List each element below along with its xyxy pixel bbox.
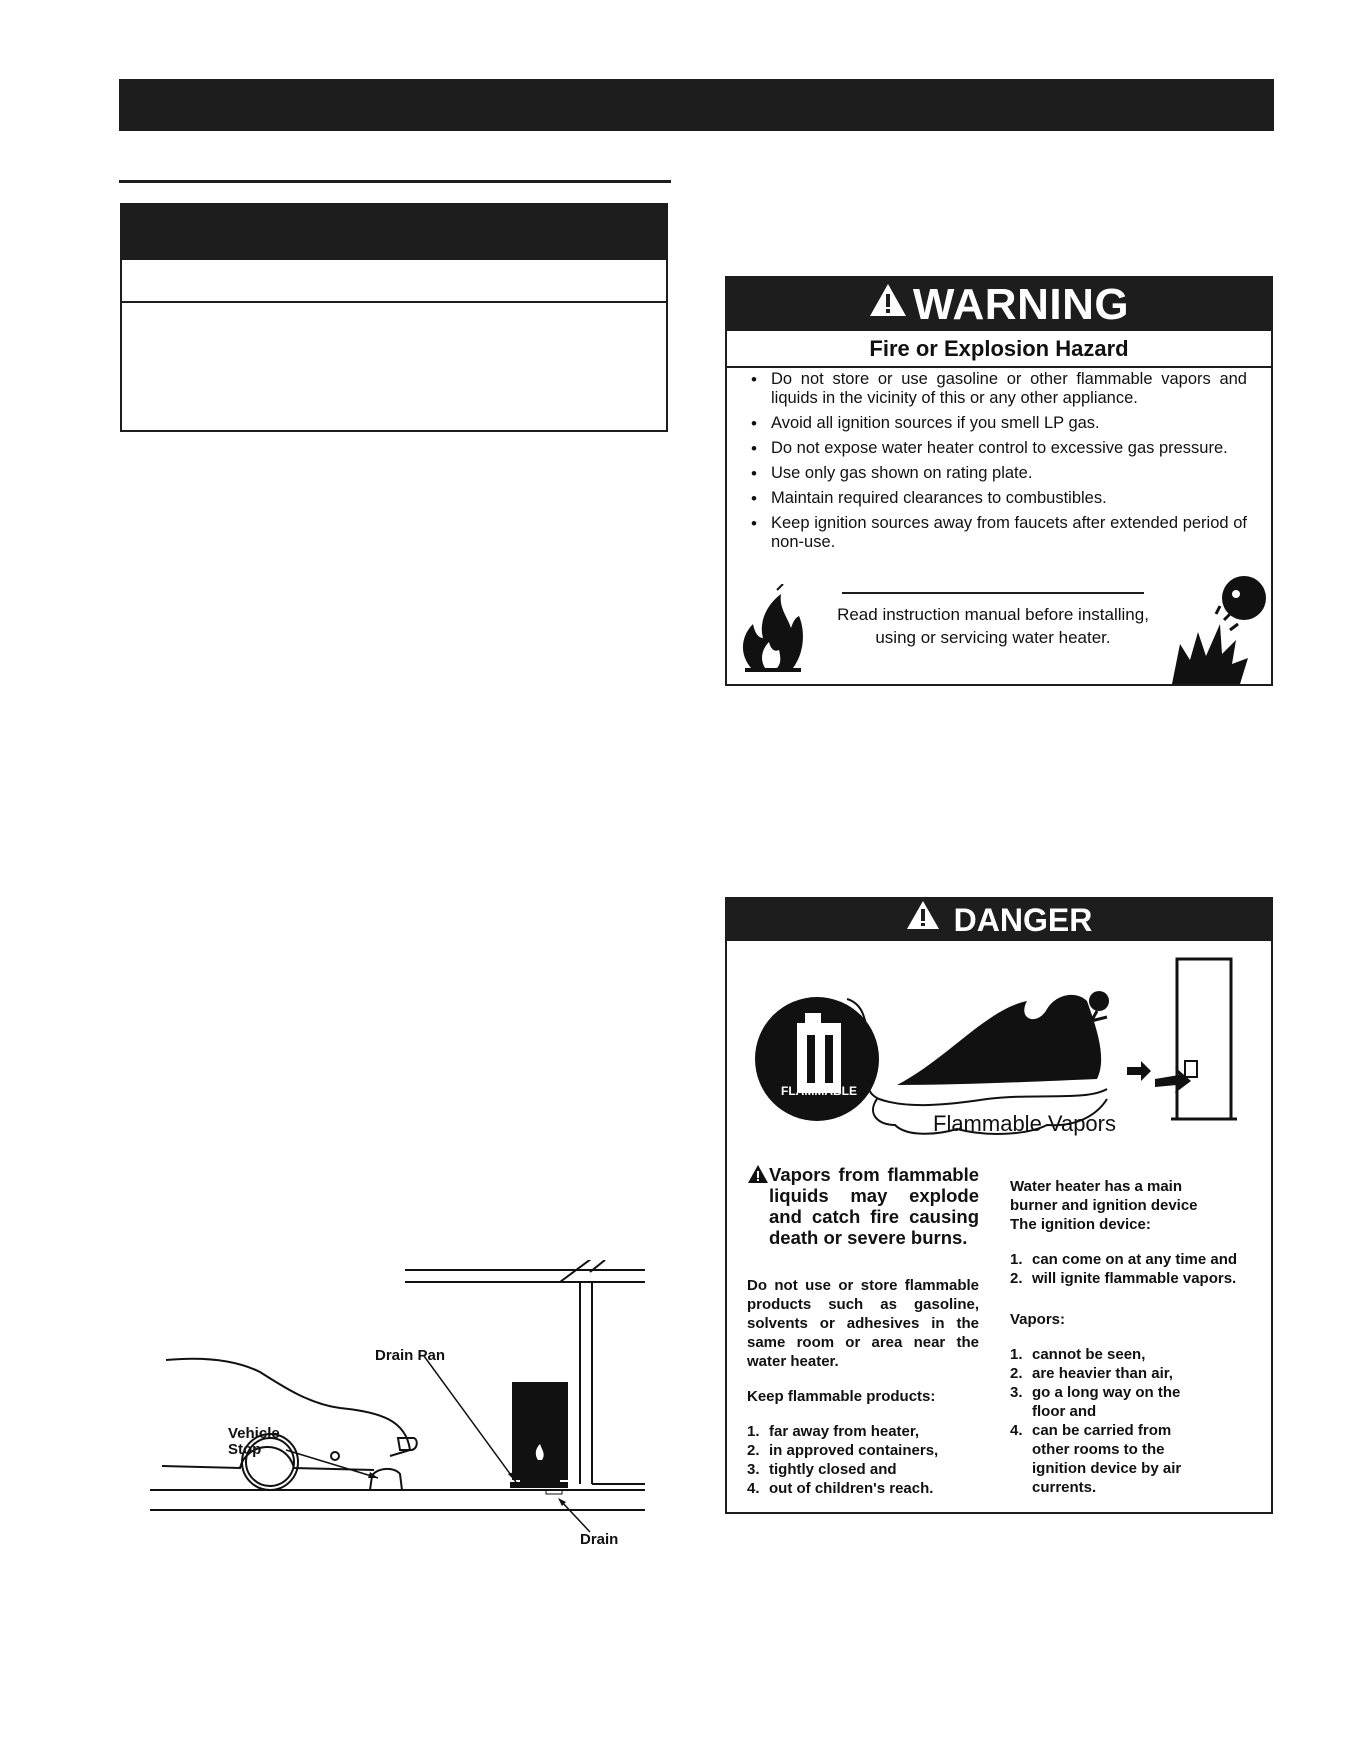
keep-list (747, 1422, 979, 1498)
small-warning-triangle-icon (747, 1164, 769, 1184)
vehicle-stop-label: Vehicle Stop (228, 1425, 280, 1458)
warning-list (747, 370, 1247, 558)
notice-box (120, 203, 668, 432)
warning-item: • Maintain required clearances to combustibles. (747, 489, 1247, 508)
list-item: 1. can come on at any time and (1010, 1251, 1238, 1268)
keep-heading: Keep flammable products: (747, 1388, 936, 1405)
list-item: 3. tightly closed and (747, 1461, 897, 1478)
danger-right-column (1010, 1177, 1268, 1497)
notice-box-header (122, 205, 666, 260)
ignition-list (1010, 1250, 1268, 1288)
warning-box (725, 276, 1273, 686)
drain-label: Drain (580, 1531, 619, 1548)
warning-divider (842, 592, 1144, 594)
warning-title: WARNING (912, 280, 1130, 329)
list-item: 1. far away from heater, (747, 1423, 920, 1440)
section-rule (119, 180, 671, 183)
danger-left-column (747, 1164, 979, 1498)
list-item: 4. can be carried from other rooms to the ignition device by air currents. (1010, 1422, 1182, 1496)
list-item: 3. go a long way on the floor and (1010, 1384, 1181, 1420)
danger-box (725, 897, 1273, 1514)
garage-diagram (150, 1260, 650, 1560)
vapors-list (1010, 1345, 1210, 1497)
danger-title: DANGER (953, 902, 1093, 938)
list-item: 2. in approved containers, (747, 1442, 939, 1459)
drain-pan-label: Drain Pan (375, 1347, 446, 1364)
danger-header (727, 899, 1271, 941)
danger-lead-text: Vapors from flammable liquids may explode and catch fire causing death or severe burns. (769, 1164, 979, 1248)
list-item: 4. out of children's reach. (747, 1480, 934, 1497)
vapors-heading: Vapors: (1010, 1311, 1066, 1328)
warning-item: • Keep ignition sources away from faucets after extended period of non-use. (747, 514, 1247, 552)
explosion-icon (1170, 574, 1270, 686)
section-header-bar (119, 79, 1274, 131)
warning-header (727, 278, 1271, 331)
danger-triangle-icon (906, 898, 940, 941)
fire-icon (737, 584, 807, 676)
list-item: 2. will ignite flammable vapors. (1010, 1270, 1237, 1287)
flammable-vapors-label: Flammable Vapors (933, 1111, 1116, 1136)
list-item: 1. cannot be seen, (1010, 1346, 1146, 1363)
warning-subtitle: Fire or Explosion Hazard (727, 331, 1271, 368)
warning-item: • Do not store or use gasoline or other flammable vapors and liquids in the vicinity of this or any other appliance. (747, 370, 1247, 408)
read-manual-note: Read instruction manual before installing, using or servicing water heater. (837, 605, 1149, 647)
notice-box-divider (122, 301, 666, 303)
do-not-use-text: Do not use or store flammable products such as gasoline, solvents or adhesives in the same room or area near the water heater. (747, 1277, 979, 1370)
flammable-can-label: FLAMMABLE (781, 1084, 857, 1098)
list-item: 2. are heavier than air, (1010, 1365, 1173, 1382)
warning-triangle-icon (869, 276, 907, 330)
warning-item: • Use only gas shown on rating plate. (747, 464, 1247, 483)
ignition-heading: The ignition device: (1010, 1216, 1151, 1233)
warning-item: • Avoid all ignition sources if you smell LP gas. (747, 414, 1247, 433)
heater-text: Water heater has a main burner and ignition device (1010, 1178, 1198, 1214)
warning-item: • Do not expose water heater control to excessive gas pressure. (747, 439, 1247, 458)
